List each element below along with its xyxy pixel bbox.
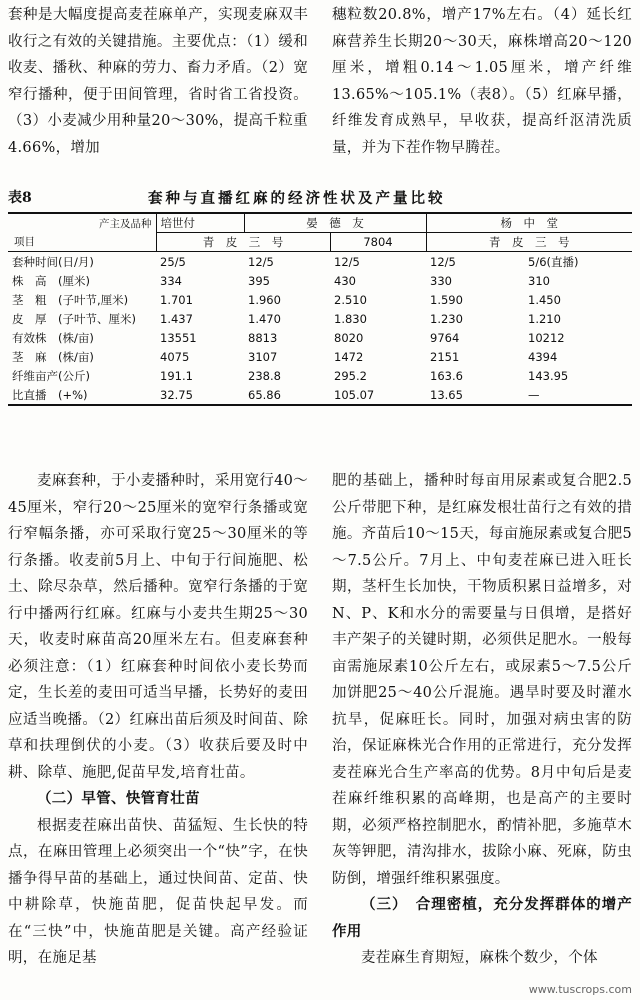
table-cell: 1.437 bbox=[160, 311, 193, 326]
table-cell: 8020 bbox=[334, 330, 364, 345]
table-cell: 1.450 bbox=[528, 292, 561, 307]
table-row bbox=[8, 309, 632, 328]
comparison-table bbox=[8, 212, 632, 406]
table-row bbox=[8, 366, 632, 385]
owner-cell: 晏 德 友 bbox=[244, 213, 426, 233]
table-cell: 1.210 bbox=[528, 311, 561, 326]
table-cell: 330 bbox=[430, 273, 452, 288]
table-title: 套种与直播红麻的经济性状及产量比较 bbox=[148, 190, 446, 207]
table-cell: 13.65 bbox=[426, 385, 524, 405]
variety-cell: 青 皮 三 号 bbox=[156, 233, 330, 252]
table-cell: 1.960 bbox=[248, 292, 281, 307]
table-cell: 9764 bbox=[430, 330, 460, 345]
paragraph: 麦茬麻生育期短，麻株个数少，个体 bbox=[361, 950, 598, 966]
row-label: 比直播 (+%) bbox=[8, 385, 156, 405]
table-row bbox=[8, 252, 632, 272]
paragraph: 穗粒数20.8%，增产17%左右。（4）延长红麻营养生长期20～30天，麻株增高20～120厘米，增粗0.14～1.05厘米，增产纤维13.65%～105.1%（表8）。（5）红麻早播，纤维发育成熟早，早收获，提高纤沤清洗质量，并为下茬作物早腾茬。 bbox=[332, 7, 632, 156]
table-cell: 295.2 bbox=[334, 368, 367, 383]
paragraph: 肥的基础上，播种时每亩用尿素或复合肥2.5公斤带肥下种，是红麻发根壮苗行之有效的措施。齐苗后10～15天，每亩施尿素或复合肥5～7.5公斤。7月上、中旬麦茬麻已进入旺长期，茎杆生长加快，干物质积累日益增多，对N、P、K和水分的需要量与日俱增，是搭好丰产架子的关键时期，必须供足肥水。一般每亩需施尿素10公斤左右，或尿素5～7.5公斤加饼肥25～40公斤混施。遇旱时要及时灌水抗旱，促麻旺长。同时，加强对病虫害的防治，保证麻株光合作用的正常进行，充分发挥麦茬麻光合生产率高的优势。8月中旬后是麦茬麻纤维积累的高峰期，也是高产的主要时期，必须严格控制肥水，酌情补肥，多施草木灰等钾肥，清沟排水，拔除小麻、死麻，防虫防倒，增强纤维积累强度。 bbox=[332, 473, 632, 887]
table-cell: 12/5 bbox=[330, 252, 426, 272]
table-cell: 3107 bbox=[248, 349, 278, 364]
table-cell: 4075 bbox=[160, 349, 190, 364]
table-cell: 32.75 bbox=[156, 385, 244, 405]
table-cell: 10212 bbox=[528, 330, 565, 345]
table-cell: 5/6(直播) bbox=[524, 252, 632, 272]
table-header-row bbox=[8, 213, 632, 233]
table-cell: 1.701 bbox=[160, 292, 193, 307]
top-right-column bbox=[332, 2, 632, 161]
owner-cell: 杨 中 堂 bbox=[426, 213, 632, 233]
bottom-right-column bbox=[332, 468, 632, 972]
row-label: 茎 粗 (子叶节,厘米) bbox=[12, 292, 129, 307]
table-row bbox=[8, 328, 632, 347]
row-label: 皮 厚 (子叶节、厘米) bbox=[12, 311, 136, 326]
table-row bbox=[8, 271, 632, 290]
top-left-column bbox=[8, 2, 308, 161]
bottom-left-column bbox=[8, 468, 308, 972]
table-cell: 1.230 bbox=[430, 311, 463, 326]
table-cell: 334 bbox=[160, 273, 182, 288]
corner-cell bbox=[8, 213, 156, 252]
table-cell: 2.510 bbox=[334, 292, 367, 307]
table-cell: 191.1 bbox=[160, 368, 193, 383]
table-cell: 395 bbox=[248, 273, 270, 288]
table-label: 表8 bbox=[8, 190, 32, 206]
table-cell: 238.8 bbox=[248, 368, 281, 383]
corner-top-label: 产主及品种 bbox=[99, 218, 152, 230]
table-cell: 143.95 bbox=[528, 368, 569, 383]
paragraph: 根据麦茬麻出苗快、苗猛短、生长快的特点，在麻田管理上必须突出一个“快”字，在快播争得早苗的基础上，通过快间苗、定苗、快中耕除草，快施苗肥，促苗快起早发。而在“三快”中，快施苗肥是关键。高产经验证明，在施足基 bbox=[8, 817, 308, 966]
paragraph: 套种是大幅度提高麦茬麻单产，实现麦麻双丰收行之有效的关键措施。主要优点：（1）缓和收麦、播秋、种麻的劳力、畜力矛盾。（2）宽窄行播种，便于田间管理，省时省工省投资。（3）小麦减少用种量20～30%，提高千粒重4.66%，增加 bbox=[8, 7, 308, 156]
paragraph: 麦麻套种，于小麦播种时，采用宽行40～45厘米，窄行20～25厘米的宽窄行条播或宽行窄幅条播，亦可采取行宽25～30厘米的等行条播。收麦前5月上、中旬于行间施肥、松土、除尽杂草，然后播种。宽窄行条播的于宽行中播两行红麻。红麻与小麦共生期25～30天，收麦时麻苗高20厘米左右。但麦麻套种必须注意：（1）红麻套种时间依小麦长势而定，生长差的麦田可适当早播，长势好的麦田应适当晚播。（2）红麻出苗后须及时间苗、除草和扶理倒伏的小麦。（3）收获后要及时中耕、除草、施肥,促苗早发,培育壮苗。 bbox=[8, 473, 308, 781]
table-caption bbox=[8, 183, 632, 209]
row-label: 有效株 (株/亩) bbox=[12, 330, 94, 345]
table-row bbox=[8, 290, 632, 309]
table-row bbox=[8, 347, 632, 366]
table-cell: 12/5 bbox=[426, 252, 524, 272]
table-cell: 8813 bbox=[248, 330, 278, 345]
owner-cell: 培世付 bbox=[156, 213, 244, 233]
row-label: 套种时间(日/月) bbox=[8, 252, 156, 272]
table-cell: 65.86 bbox=[244, 385, 330, 405]
watermark: www.tuscrops.com bbox=[528, 983, 632, 996]
table-cell: 105.07 bbox=[330, 385, 426, 405]
table-cell: — bbox=[524, 385, 632, 405]
corner-bottom-label: 项目 bbox=[14, 236, 35, 248]
variety-cell: 7804 bbox=[330, 233, 426, 252]
row-label: 株 高 (厘米) bbox=[12, 273, 90, 288]
section-heading: （三） 合理密植，充分发挥群体的增产作用 bbox=[332, 896, 632, 940]
table-row bbox=[8, 385, 632, 405]
table-cell: 1.590 bbox=[430, 292, 463, 307]
table-cell: 12/5 bbox=[244, 252, 330, 272]
row-label: 茎 麻 (株/亩) bbox=[12, 349, 94, 364]
table-cell: 1.830 bbox=[334, 311, 367, 326]
table-cell: 1.470 bbox=[248, 311, 281, 326]
table-cell: 2151 bbox=[430, 349, 460, 364]
table-cell: 1472 bbox=[334, 349, 364, 364]
table-cell: 430 bbox=[334, 273, 356, 288]
table-cell: 13551 bbox=[160, 330, 197, 345]
table-cell: 310 bbox=[528, 273, 550, 288]
table-cell: 4394 bbox=[528, 349, 558, 364]
table-cell: 25/5 bbox=[156, 252, 244, 272]
section-heading: （二）早管、快管育壮苗 bbox=[37, 790, 200, 807]
row-label: 纤维亩产(公斤) bbox=[12, 368, 90, 383]
table-cell: 163.6 bbox=[430, 368, 463, 383]
variety-cell: 青 皮 三 号 bbox=[489, 235, 570, 249]
